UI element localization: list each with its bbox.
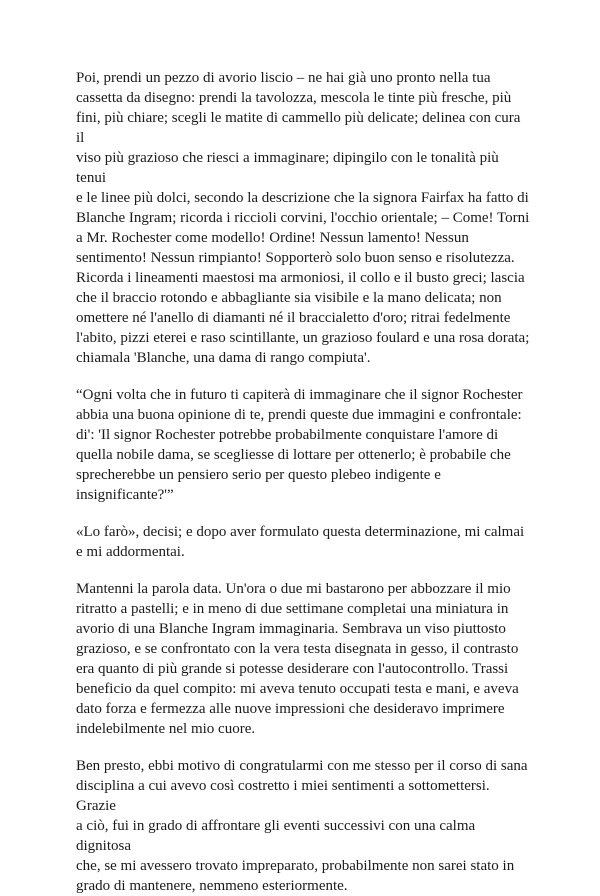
- paragraph-4: Mantenni la parola data. Un'ora o due mi bastarono per abbozzare il mio ritratto a pastelli; e in meno di due settimane completai una miniatura in avorio di una Blanche Ingram immaginaria. Sembrava un viso piuttosto grazioso, e se confrontato con la vera testa disegnata in gesso, il contrasto era quanto di più grande si potesse desiderare con l'autocontrollo. Trassi beneficio da quel compito: mi aveva tenuto occupati testa e mani, e aveva dato forza e fermezza alle nuove impressioni che desideravo imprimere indelebilmente nel mio cuore.: [76, 581, 519, 737]
- paragraph-2: “Ogni volta che in futuro ti capiterà di immaginare che il signor Rochester abbia una buona opinione di te, prendi queste due immagini e confrontale: di': 'Il signor Rochester potrebbe probabilmente conquistare l'amore di quella nobile dama, se scegliesse di lottare per ottenerlo; è probabile che sprecherebbe un pensiero serio per questo plebeo indigente e insignificante?'”: [76, 387, 523, 503]
- paragraph-1: Poi, prendi un pezzo di avorio liscio – ne hai già uno pronto nella tua cassetta da disegno: prendi la tavolozza, mescola le tinte più fresche, più fini, più chiare; scegli le matite di cammello più delicate; delinea con cura il viso più grazioso che riesci a immaginare; dipingilo con le tonalità più tenui e le linee più dolci, secondo la descrizione che la signora Fairfax ha fatto di Blanche Ingram; ricorda i riccioli corvini, l'occhio orientale; – Come! Torni a Mr. Rochester come modello! Ordine! Nessun lamento! Nessun sentimento! Nessun rimpianto! Sopporterò solo buon senso e risolutezza. Ricorda i lineamenti maestosi ma armoniosi, il collo e il busto greci; lascia che il braccio rotondo e abbagliante sia visibile e la mano delicata; non omettere né l'anello di diamanti né il braccialetto d'oro; ritrai fedelmente l'abito, pizzi eterei e raso scintillante, un grazioso foulard e una rosa dorata; chiamala 'Blanche, una dama di rango compiuta'.: [76, 70, 530, 366]
- paragraph-5: Ben presto, ebbi motivo di congratularmi con me stesso per il corso di sana disciplina a cui avevo così costretto i miei sentimenti a sottomettersi. Grazie a ciò, fui in grado di affrontare gli eventi successivi con una calma dignitosa che, se mi avessero trovato impreparato, probabilmente non sarei stato in grado di mantenere, nemmeno esteriormente.: [76, 758, 528, 894]
- paragraph-3: «Lo farò», decisi; e dopo aver formulato questa determinazione, mi calmai e mi addormentai.: [76, 524, 525, 560]
